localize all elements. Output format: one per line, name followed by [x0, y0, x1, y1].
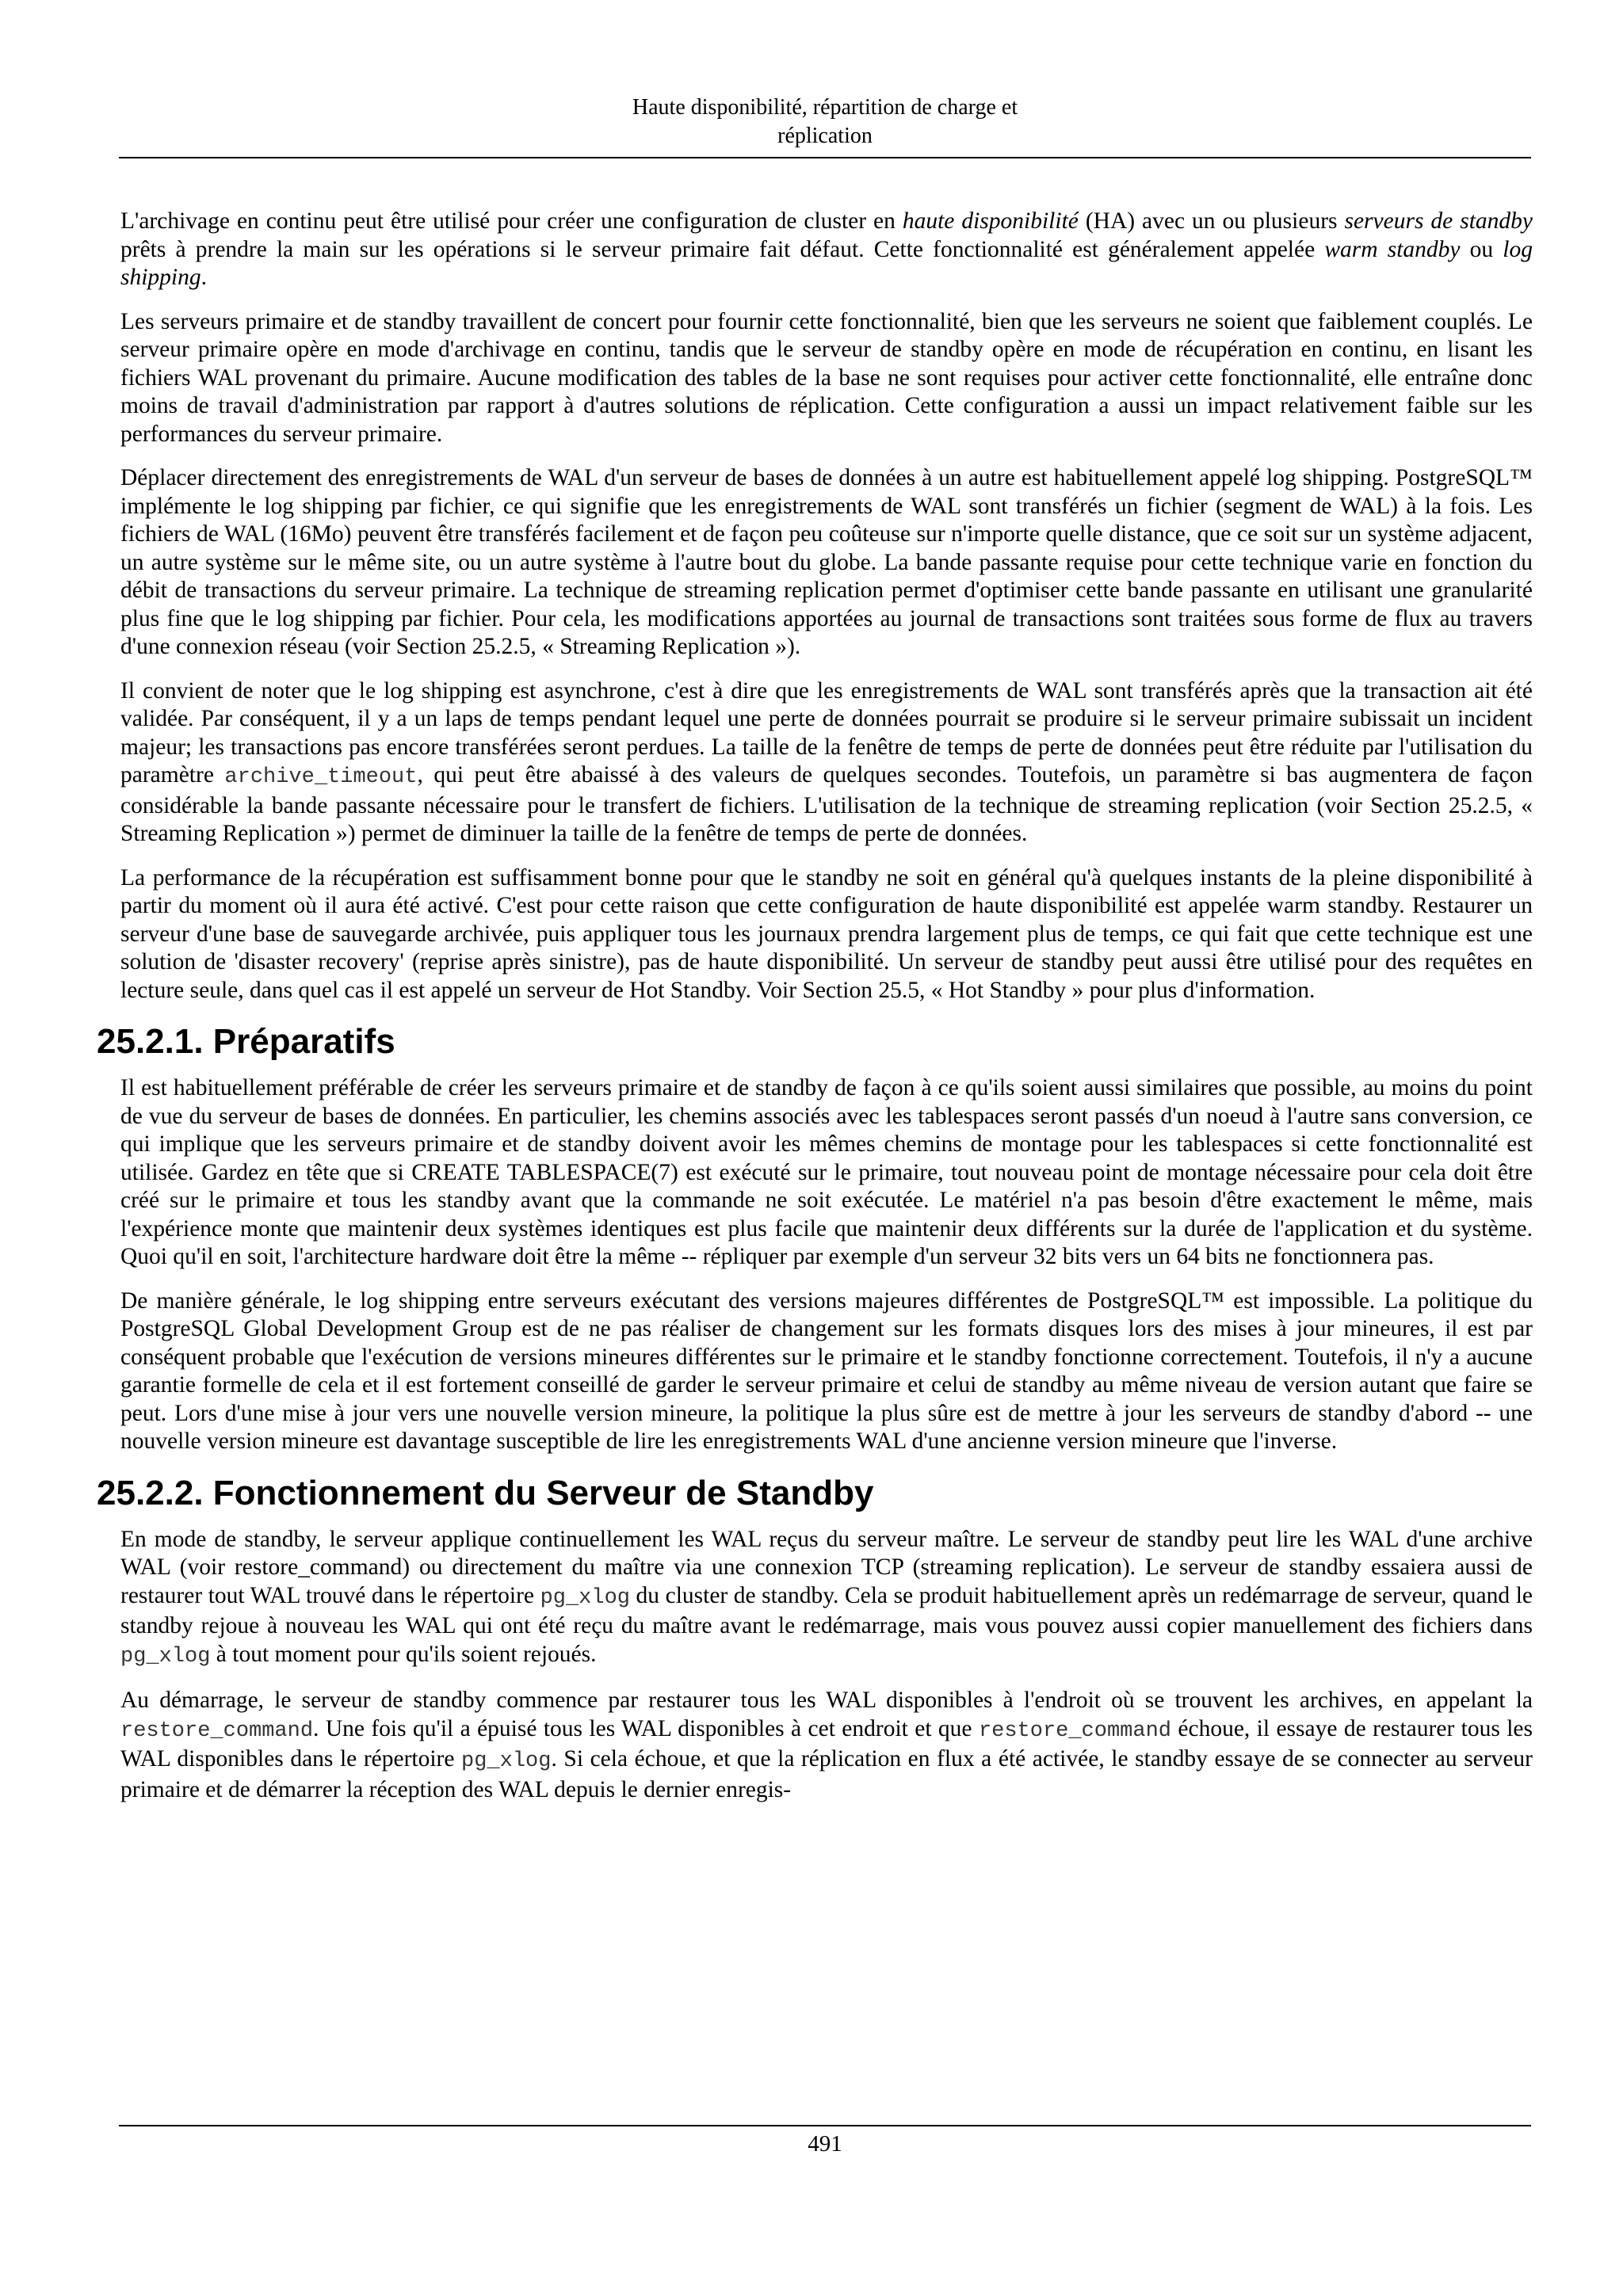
running-header: [119, 93, 1531, 151]
intro-paragraph-4: [120, 677, 1533, 849]
page-number: 491: [808, 2131, 842, 2157]
text-run: En mode de standby, le serveur applique continuellement les WAL reçus du serveur maître. Le serveur de standby peut lire les WAL d'une archive WAL (voir restore_command) ou directement du maître via une connexion TCP (streaming replication). Le serveur de standby essaiera aussi de restaurer tout WAL trouvé dans le répertoire: [120, 1526, 1533, 1608]
intro-paragraph-3: Déplacer directement des enregistrements de WAL d'un serveur de bases de données à un autre est habituellement appelé log shipping. PostgreSQL™ implémente le log shipping par fichier, ce qui signifie que les enregistrements de WAL sont transférés un fichier (segment de WAL) à la fois. Les fichiers de WAL (16Mo) peuvent être transférés facilement et de façon peu coûteuse sur n'importe quelle distance, que ce soit sur un système adjacent, un autre système sur le même site, ou un autre système à l'autre bout du globe. La bande passante requise pour cette technique varie en fonction du débit de transactions du serveur primaire. La technique de streaming replication permet d'optimiser cette bande passante en utilisant une granularité plus fine que le log shipping par fichier. Pour cela, les modifications apportées au journal de transactions sont traitées sous forme de flux au travers d'une connexion réseau (voir Section 25.2.5, « Streaming Replication »).: [120, 465, 1533, 659]
code-literal: pg_xlog: [461, 1749, 552, 1773]
intro-paragraph-1: [120, 208, 1533, 292]
code-literal: restore_command: [120, 1718, 314, 1743]
text-run: , qui peut être abaissé à des valeurs de quelques secondes. Toutefois, un paramètre si bas augmentera de façon considérable la bande passante nécessaire pour le transfert de fichiers. L'utilisation de la technique de streaming replication (voir Section 25.2.5, « Streaming Replication ») permet de diminuer la taille de la fenêtre de temps de perte de données.: [120, 762, 1533, 846]
section-heading-fonctionnement: 25.2.2. Fonctionnement du Serveur de Standby: [97, 1473, 874, 1512]
text-run: du cluster de standby. Cela se produit habituellement après un redémarrage de serveur, quand le standby rejoue à nouveau les WAL qui ont été reçu du maître avant le redémarrage, mais vous pouvez aussi copier manuellement des fichiers dans: [120, 1582, 1533, 1638]
page-content: [97, 208, 1533, 1820]
text-run: échoue, il essaye de restaurer tous les WAL disponibles dans le répertoire: [120, 1715, 1533, 1772]
preparatifs-paragraph-2: De manière générale, le log shipping entre serveurs exécutant des versions majeures différentes de PostgreSQL™ est impossible. La politique du PostgreSQL Global Development Group est de ne pas réaliser de changement sur les formats disques lors des mises à jour mineures, il est par conséquent probable que l'exécution de versions mineures différentes sur le primaire et le standby fonctionne correctement. Toutefois, il n'y a aucune garantie formelle de cela et il est fortement conseillé de garder le serveur primaire et celui de standby au même niveau de version autant que faire se peut. Lors d'une mise à jour vers une nouvelle version mineure, la politique la plus sûre est de mettre à jour les serveurs de standby d'abord -- une nouvelle version mineure est davantage susceptible de lire les enregistrements WAL d'une ancienne version mineure que l'inverse.: [120, 1287, 1533, 1454]
footer-rule: [119, 2125, 1531, 2126]
preparatifs-paragraph-1: Il est habituellement préférable de créer les serveurs primaire et de standby de façon à ce qu'ils soient aussi similaires que possible, au moins du point de vue du serveur de bases de données. En particulier, les chemins associés avec les tablespaces seront passés d'un noeud à l'autre sans conversion, ce qui implique que les serveurs primaire et de standby doivent avoir les mêmes chemins de montage pour les tablespaces si cette fonctionnalité est utilisée. Gardez en tête que si CREATE TABLESPACE(7) est exécuté sur le primaire, tout nouveau point de montage nécessaire pour cela doit être créé sur le primaire et tous les standby avant que la commande ne soit exécutée. Le matériel n'a pas besoin d'être exactement le même, mais l'expérience monte que maintenir deux systèmes identiques est plus facile que maintenir deux différents sur la durée de l'application et du système. Quoi qu'il en soit, l'architecture hardware doit être la même -- répliquer par exemple d'un serveur 32 bits vers un 64 bits ne fonctionnera pas.: [120, 1075, 1533, 1269]
intro-paragraph-2: Les serveurs primaire et de standby travaillent de concert pour fournir cette fonctionnalité, bien que les serveurs ne soient que faiblement couplés. Le serveur primaire opère en mode d'archivage en continu, tandis que le serveur de standby opère en mode de récupération en continu, en lisant les fichiers WAL provenant du primaire. Aucune modification des tables de la base ne sont requises pour activer cette fonctionnalité, elle entraîne donc moins de travail d'administration par rapport à d'autres solutions de réplication. Cette configuration a aussi un impact relativement faible sur les performances du serveur primaire.: [120, 308, 1533, 447]
emphasis-term: serveurs de standby: [1344, 208, 1533, 234]
text-run: L'archivage en continu peut être utilisé pour créer une configuration de cluster en: [120, 208, 903, 234]
running-header-line-1: Haute disponibilité, répartition de charge et: [632, 95, 1018, 120]
text-run: .: [200, 265, 207, 290]
code-literal: pg_xlog: [540, 1585, 630, 1610]
intro-paragraph-5: La performance de la récupération est suffisamment bonne pour que le standby ne soit en général qu'à quelques instants de la pleine disponibilité à partir du moment où il aura été activé. C'est pour cette raison que cette configuration de haute disponibilité est appelée warm standby. Restaurer un serveur d'une base de sauvegarde archivée, puis appliquer tous les journaux prendra largement plus de temps, ce qui fait que cette technique est une solution de 'disaster recovery' (reprise après sinistre), pas de haute disponibilité. Un serveur de standby peut aussi être utilisé pour des requêtes en lecture seule, dans quel cas il est appelé un serveur de Hot Standby. Voir Section 25.5, « Hot Standby » pour plus d'information.: [120, 864, 1533, 1003]
code-literal: restore_command: [978, 1718, 1171, 1743]
text-run: . Une fois qu'il a épuisé tous les WAL disponibles à cet endroit et que: [313, 1715, 979, 1741]
text-run: prêts à prendre la main sur les opérations si le serveur primaire fait défaut. Cette fonctionnalité est généralement appelée: [120, 236, 1325, 262]
emphasis-term: warm standby: [1324, 236, 1461, 262]
text-run: (HA) avec un ou plusieurs: [1078, 208, 1345, 234]
emphasis-term: log shipping: [120, 236, 1533, 290]
text-run: . Si cela échoue, et que la réplication en flux a été activée, le standby essaye de se connecter au serveur primaire et de démarrer la réception des WAL depuis le dernier enregis-: [120, 1746, 1533, 1802]
emphasis-term: haute disponibilité: [902, 208, 1079, 234]
code-literal: archive_timeout: [224, 765, 418, 789]
header-rule: [119, 157, 1531, 158]
running-header-line-2: réplication: [777, 124, 873, 148]
code-literal: pg_xlog: [120, 1644, 211, 1669]
text-run: Au démarrage, le serveur de standby commence par restaurer tous les WAL disponibles à l'endroit où se trouvent les archives, en appelant la: [120, 1688, 1533, 1713]
text-run: ou: [1460, 236, 1503, 262]
fonctionnement-paragraph-2: [120, 1687, 1533, 1804]
fonctionnement-paragraph-1: [120, 1526, 1533, 1672]
text-run: Il convient de noter que le log shipping est asynchrone, c'est à dire que les enregistrements de WAL sont transférés après que la transaction ait été validée. Par conséquent, il y a un laps de temps pendant lequel une perte de données pourrait se produire si le serveur primaire subissait un incident majeur; les transactions pas encore transférées seront perdues. La taille de la fenêtre de temps de perte de données peut être réduite par l'utilisation du paramètre: [120, 677, 1533, 788]
text-run: à tout moment pour qu'ils soient rejoués.: [210, 1641, 597, 1667]
section-heading-preparatifs: 25.2.1. Préparatifs: [97, 1022, 395, 1061]
